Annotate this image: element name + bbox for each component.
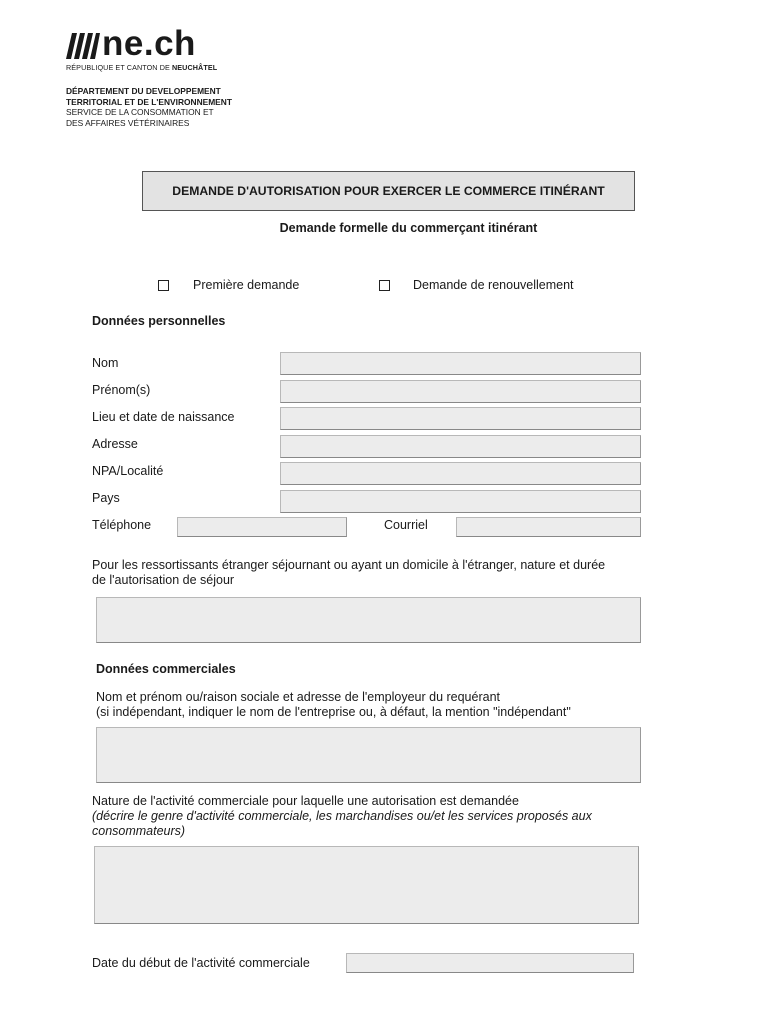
start-date-input[interactable] [346,953,634,973]
country-input[interactable] [280,490,641,513]
employer-text: Nom et prénom ou/raison sociale et adresse de l'employeur du requérant (si indépendant, indiquer le nom de l'entreprise ou, à défaut, la mention "indépendant" [96,690,571,719]
first-request-label: Première demande [193,278,300,292]
nom-label: Nom [92,356,119,370]
phone-input[interactable] [177,517,347,537]
email-input[interactable] [456,517,641,537]
npa-locality-label: NPA/Localité [92,464,164,478]
renewal-request-label: Demande de renouvellement [413,278,574,292]
form-subtitle: Demande formelle du commerçant itinérant [279,221,538,235]
service-line: SERVICE DE LA CONSOMMATION ET [66,107,214,117]
commercial-data-heading: Données commerciales [96,662,236,676]
phone-label: Téléphone [92,518,152,532]
foreign-residence-text: Pour les ressortissants étranger séjournant ou ayant un domicile à l'étranger, nature et durée de l'autorisation de séjour [92,558,606,587]
canton-logo-stripes-icon [66,33,100,59]
email-label: Courriel [384,518,428,532]
prenom-label: Prénom(s) [92,383,151,397]
renewal-request-checkbox[interactable] [379,280,390,291]
service-line: DES AFFAIRES VÉTÉRINAIRES [66,117,190,128]
department-block [66,86,232,128]
department-line: TERRITORIAL ET DE L'ENVIRONNEMENT [66,96,232,107]
employer-textarea[interactable] [96,727,641,783]
country-label: Pays [92,491,120,505]
prenom-input[interactable] [280,380,641,403]
personal-data-heading: Données personnelles [92,314,226,328]
department-line: DÉPARTEMENT DU DEVELOPPEMENT [66,86,221,96]
address-input[interactable] [280,435,641,458]
first-request-checkbox[interactable] [158,280,169,291]
logo-text: ne.ch [102,24,196,63]
birth-place-date-label: Lieu et date de naissance [92,410,235,424]
residence-permit-textarea[interactable] [96,597,641,643]
form-title: DEMANDE D'AUTORISATION POUR EXERCER LE COMMERCE ITINÉRANT [142,171,635,211]
activity-text: Nature de l'activité commerciale pour laquelle une autorisation est demandée (décrire le genre d'activité commerciale, les marchandises ou/et les services proposés aux consommateurs) [92,794,592,838]
start-date-label: Date du début de l'activité commerciale [92,956,310,970]
logo-subtitle: RÉPUBLIQUE ET CANTON DE NEUCHÂTEL [66,63,218,72]
nom-input[interactable] [280,352,641,375]
birth-place-date-input[interactable] [280,407,641,430]
activity-textarea[interactable] [94,846,639,924]
npa-locality-input[interactable] [280,462,641,485]
address-label: Adresse [92,437,138,451]
